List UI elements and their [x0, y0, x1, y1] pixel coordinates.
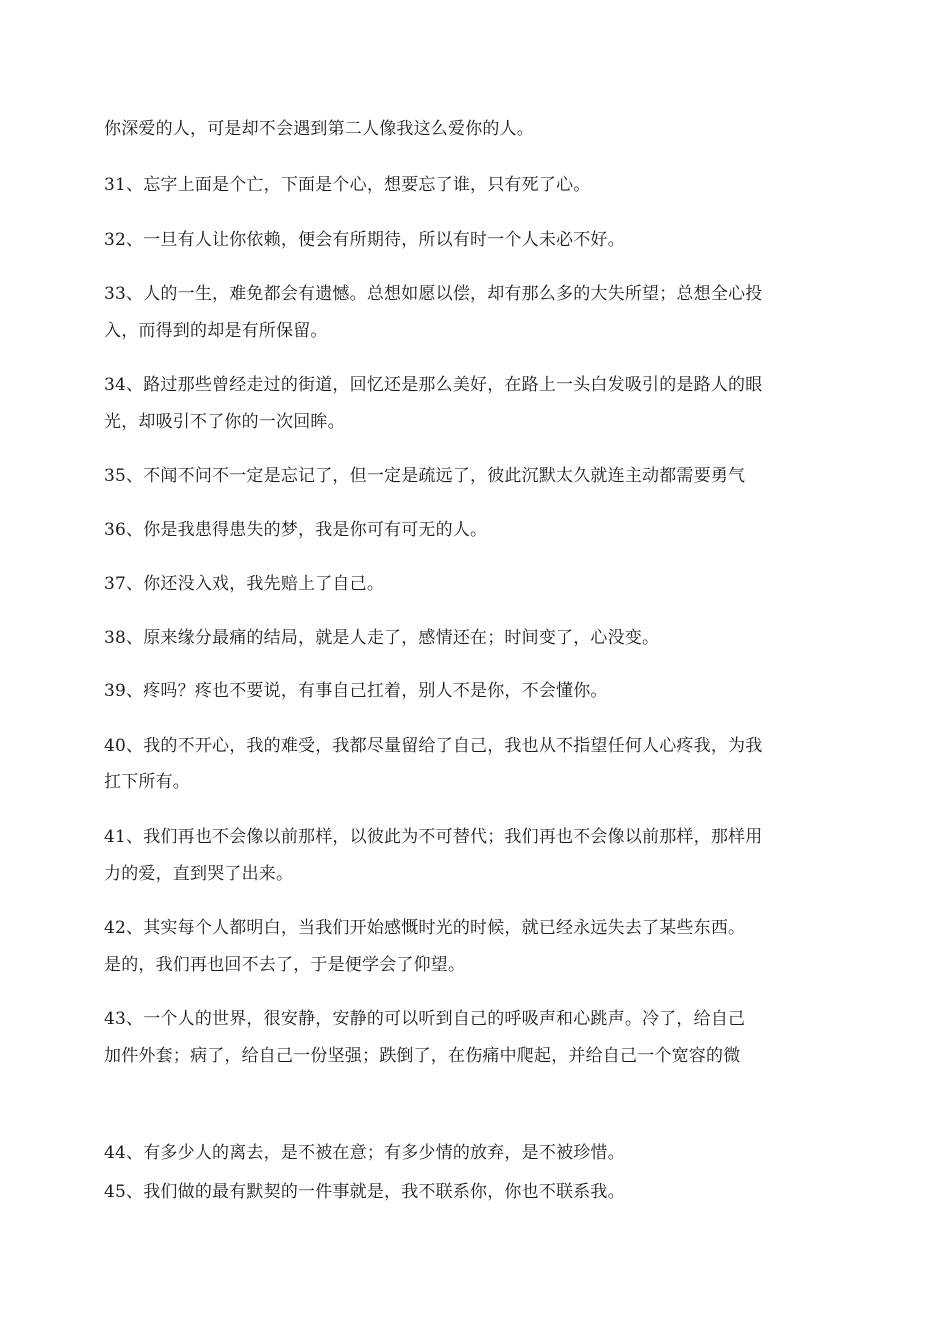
- text-line: 31、忘字上面是个亡，下面是个心，想要忘了谁，只有死了心。: [104, 175, 591, 195]
- text-line: 35、不闻不问不一定是忘记了，但一定是疏远了，彼此沉默太久就连主动都需要勇气: [104, 466, 746, 486]
- text-line: 33、人的一生，难免都会有遗憾。总想如愿以偿，却有那么多的大失所望；总想全心投: [104, 284, 763, 304]
- text-line: 32、一旦有人让你依赖，便会有所期待，所以有时一个人未必不好。: [104, 230, 625, 250]
- text-line: 38、原来缘分最痛的结局，就是人走了，感情还在；时间变了，心没变。: [104, 628, 660, 648]
- text-line: 43、一个人的世界，很安静，安静的可以听到自己的呼吸声和心跳声。冷了，给自己: [104, 1009, 746, 1029]
- text-line: 是的，我们再也回不去了，于是便学会了仰望。: [104, 955, 466, 975]
- text-line: 36、你是我患得患失的梦，我是你可有可无的人。: [104, 520, 488, 540]
- text-line: 44、有多少人的离去，是不被在意；有多少情的放弃，是不被珍惜。: [104, 1143, 625, 1163]
- text-line: 34、路过那些曾经走过的街道，回忆还是那么美好，在路上一头白发吸引的是路人的眼: [104, 375, 763, 395]
- text-line: 42、其实每个人都明白，当我们开始感慨时光的时候，就已经永远失去了某些东西。: [104, 918, 746, 938]
- text-line: 入，而得到的却是有所保留。: [104, 321, 328, 341]
- text-line: 40、我的不开心，我的难受，我都尽量留给了自己，我也从不指望任何人心疼我，为我: [104, 736, 763, 756]
- text-line: 力的爱，直到哭了出来。: [104, 864, 294, 884]
- text-line: 37、你还没入戏，我先赔上了自己。: [104, 574, 385, 594]
- text-line: 41、我们再也不会像以前那样，以彼此为不可替代；我们再也不会像以前那样，那样用: [104, 827, 763, 847]
- text-line: 扛下所有。: [104, 772, 190, 792]
- text-line: 光，却吸引不了你的一次回眸。: [104, 412, 345, 432]
- text-line: 加件外套；病了，给自己一份坚强；跌倒了，在伤痛中爬起，并给自己一个宽容的微: [104, 1046, 741, 1066]
- text-line: 45、我们做的最有默契的一件事就是，我不联系你，你也不联系我。: [104, 1182, 625, 1202]
- text-line: 39、疼吗？疼也不要说，有事自己扛着，别人不是你，不会懂你。: [104, 681, 608, 701]
- text-line: 你深爱的人，可是却不会遇到第二人像我这么爱你的人。: [104, 119, 534, 139]
